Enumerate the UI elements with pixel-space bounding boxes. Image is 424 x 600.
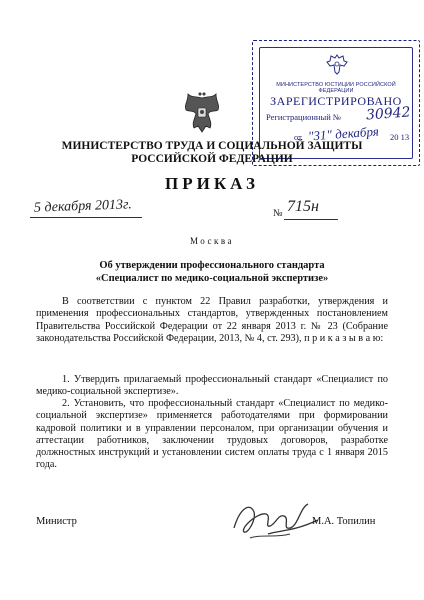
handwritten-signature-icon [228,494,324,546]
stamp-year: 20 13 [390,132,410,142]
paragraph-preamble: В соответствии с пунктом 22 Правил разработки, утверждения и применения профессиональных стандартов, утвержденных постановлением Правительства Российской Федерации от 22 января 2013 г. № 23 (Собрание законодательства Российской Федерации, 2013, № 4, ст. 293), п р и к а з ы в а ю: [36,296,388,344]
subject-line2: «Специалист по медико-социальной экспертизе» [95,273,329,284]
coat-of-arms-icon [182,90,222,134]
stamp-reg-number: 30942 [365,104,412,124]
order-title: ПРИКАЗ [165,174,259,193]
subject-line1: Об утверждении профессионального стандарта [99,260,325,271]
ministry-header-line1: МИНИСТЕРСТВО ТРУДА И СОЦИАЛЬНОЙ ЗАЩИТЫ [61,140,363,152]
stamp-reg-label: Регистрационный № [266,112,341,122]
stamp-ministry: МИНИСТЕРСТВО ЮСТИЦИИ РОССИЙСКОЙ ФЕДЕРАЦИИ [276,82,396,94]
order-date: 5 декабря 2013г. [33,197,133,216]
paragraph-item-1: 1. Утвердить прилагаемый профессиональный стандарт «Специалист по медико-социальной экспертизе». [36,374,388,398]
ministry-header [0,140,424,166]
date-underline [30,217,142,218]
order-number-label: № [273,208,283,219]
stamp-date: "31" декабря [307,123,380,144]
stamp-eagle-icon [326,52,348,76]
city: Москва [190,236,234,246]
order-number: 715н [287,198,319,215]
stamp-from-label: от [294,132,302,142]
ministry-header-line2: РОССИЙСКОЙ ФЕДЕРАЦИИ [131,153,293,165]
signatory-name: М.А. Топилин [312,516,376,527]
stamp-status: ЗАРЕГИСТРИРОВАНО [270,94,402,108]
signatory-title: Министр [36,516,77,527]
paragraph-item-2: 2. Установить, что профессиональный стандарт «Специалист по медико-социальной экспертизе» применяется работодателями при формировании кадровой политики и в управлении персоналом, при организации обучения и аттестации работников, заключении трудовых договоров, разработке должностных инструкций и установлении систем оплаты труда с 1 января 2015 года. [36,398,388,471]
order-subject [40,259,384,285]
number-underline [284,219,338,220]
